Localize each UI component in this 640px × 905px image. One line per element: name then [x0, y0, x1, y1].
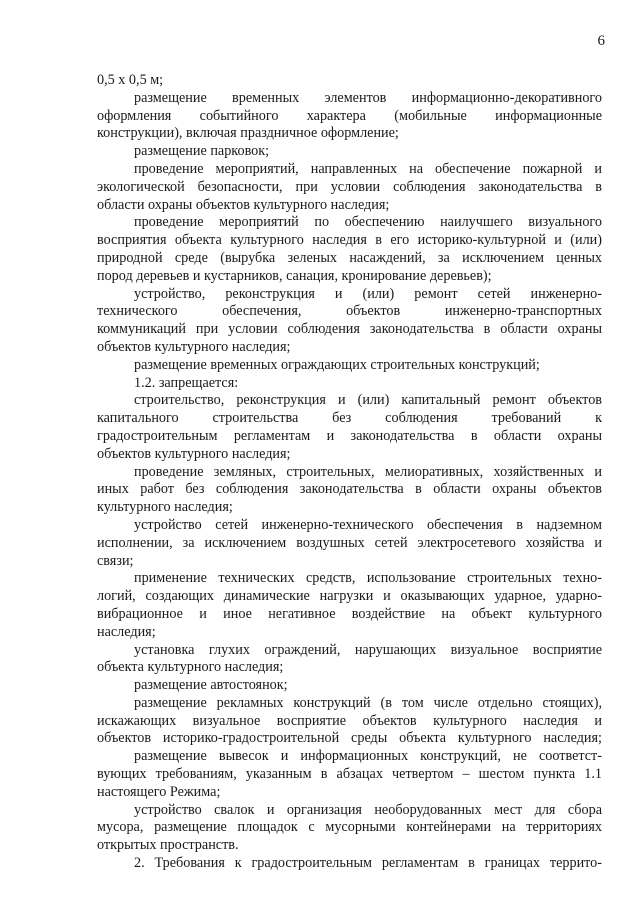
text-line: культурного наследия;: [97, 499, 233, 516]
text-line: природной среде (вырубка зеленых насаждений, за исключением ценных: [97, 249, 602, 266]
text-line: вибрационное и иное негативное воздействие на объект культурного: [97, 605, 602, 622]
text-line: объектов культурного наследия;: [97, 445, 291, 462]
text-line: восприятия объекта культурного наследия в его историко-культурной и (или): [97, 232, 602, 249]
text-line: коммуникаций при условии соблюдения законодательства в области охраны: [97, 321, 602, 338]
text-line: пород деревьев и кустарников, санация, кронирование деревьев);: [97, 267, 492, 284]
text-line: конструкции), включая праздничное оформление;: [97, 125, 399, 142]
text-line: 2. Требования к градостроительным регламентам в границах террито-: [134, 855, 602, 872]
page-number: 6: [597, 33, 605, 49]
text-line: объектов историко-градостроительной среды объекта культурного наследия;: [97, 730, 602, 747]
text-line: строительство, реконструкция и (или) капитальный ремонт объектов: [134, 392, 602, 409]
text-line: размещение вывесок и информационных конструкций, не соответст-: [134, 748, 602, 765]
text-line: вующих требованиям, указанным в абзацах четвертом – шестом пункта 1.1: [97, 766, 602, 783]
text-line: исполнении, за исключением воздушных сетей электросетевого хозяйства и: [97, 534, 602, 551]
text-line: оформления событийного характера (мобильные информационные: [97, 107, 602, 124]
text-line: градостроительным регламентам и законодательства в области охраны: [97, 427, 602, 444]
text-line: размещение временных ограждающих строительных конструкций;: [134, 356, 540, 373]
text-line: открытых пространств.: [97, 837, 239, 854]
text-line: проведение мероприятий по обеспечению наилучшего визуального: [134, 214, 602, 231]
text-line: установка глухих ограждений, нарушающих визуальное восприятие: [134, 641, 602, 658]
text-line: применение технических средств, использование строительных техно-: [134, 570, 602, 587]
text-line: проведение земляных, строительных, мелиоративных, хозяйственных и: [134, 463, 602, 480]
text-line: объекта культурного наследия;: [97, 659, 284, 676]
document-body: [97, 72, 602, 873]
text-line: устройство сетей инженерно-технического обеспечения в надземном: [134, 516, 602, 533]
text-line: экологической безопасности, при условии соблюдения законодательства в: [97, 178, 602, 195]
text-line: 0,5 х 0,5 м;: [97, 72, 164, 88]
text-line: настоящего Режима;: [97, 783, 221, 800]
text-line: проведение мероприятий, направленных на обеспечение пожарной и: [134, 160, 602, 177]
text-line: искажающих визуальное восприятие объектов культурного наследия и: [97, 712, 602, 729]
text-line: мусора, размещение площадок с мусорными контейнерами на территориях: [97, 819, 602, 836]
text-line: размещение автостоянок;: [134, 677, 288, 694]
text-line: объектов культурного наследия;: [97, 338, 291, 355]
text-line: технического обеспечения, объектов инженерно-транспортных: [97, 303, 602, 320]
text-line: логий, создающих динамические нагрузки и оказывающих ударное, ударно-: [97, 588, 602, 605]
text-line: устройство, реконструкция и (или) ремонт сетей инженерно-: [134, 285, 602, 302]
text-line: связи;: [97, 552, 134, 569]
text-line: иных работ без соблюдения законодательства в области охраны объектов: [97, 481, 602, 498]
text-line: размещение временных элементов информационно-декоративного: [134, 89, 602, 106]
text-line: 1.2. запрещается:: [134, 374, 239, 391]
text-line: устройство свалок и организация необорудованных мест для сбора: [134, 801, 602, 818]
text-line: размещение рекламных конструкций (в том числе отдельно стоящих),: [134, 694, 602, 711]
text-line: наследия;: [97, 623, 156, 640]
text-line: размещение парковок;: [134, 143, 270, 160]
text-line: капитального строительства без соблюдения требований к: [97, 410, 602, 427]
text-line: области охраны объектов культурного наследия;: [97, 196, 390, 213]
